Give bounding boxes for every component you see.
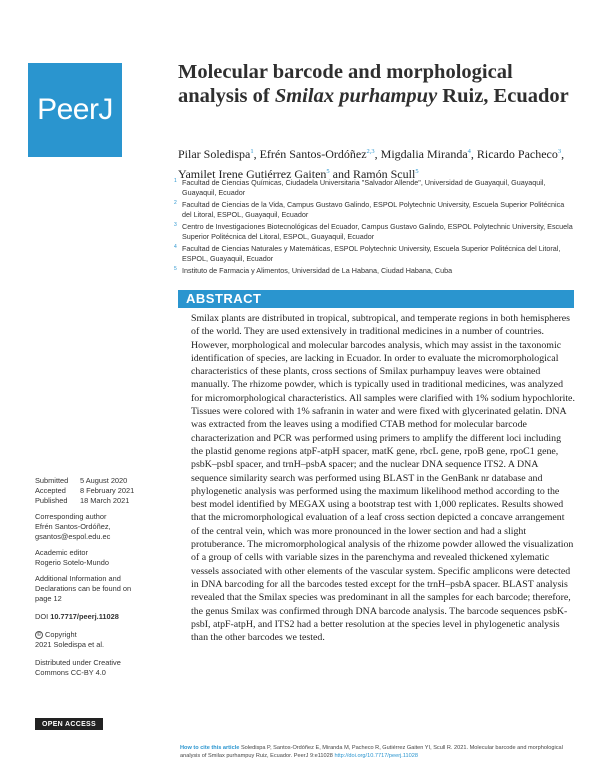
abstract-heading: ABSTRACT [186, 291, 262, 306]
affiliation-item [174, 200, 574, 220]
license-text[interactable]: Distributed under Creative Commons CC-BY 4.0 [35, 658, 121, 677]
copyright-title: Copyright [45, 630, 77, 639]
article-title [178, 60, 578, 108]
additional-info-text[interactable]: Additional Information and Declarations can be found on page 12 [35, 574, 132, 603]
author-name: Pilar Soledispa [178, 147, 251, 161]
author-list: Pilar Soledispa$^1$, Efrén Santos-Ordóñez$^{2,3}$, Migdalia Miranda$^4$, Ricardo Pacheco$^3$, Yamilet Irene Gutiérrez Gaiten$^5$ and Ramón Scull$^5$ [178, 147, 565, 181]
author-affiliation-mark: 2,3 [366, 148, 375, 155]
corresponding-author-block [35, 512, 111, 542]
academic-editor-block [35, 548, 109, 568]
copyright-block [35, 630, 104, 650]
title-part-1: Molecular barcode and morphological analysis of [178, 61, 513, 107]
abstract-heading-bar [178, 290, 574, 308]
abstract-body: Smilax plants are distributed in tropical, subtropical, and temperate regions in both hemispheres of the world. They are used extensively in traditional medicines in a number of countries. However, morphological and molecular barcodes analysis, which may assist in the taxonomic identification of species, are lacking in Ecuador. In order to evaluate the micromorphological characteristics of these plants, cross sections of Smilax purhampuy leaves were obtained manually. The rhizome powder, which is typically used in traditional medicines, was analyzed for micromorphological characteristics. All samples were clarified with 1% sodium hypochlorite. Tissues were colored with 1% safranin in water and were fixed with glycerinated gelatin. DNA was extracted from the leaves using a modified CTAB method for molecular barcode characterization and PCR was performed using primers to amplify the different loci including the plastid genome regions atpF-atpH spacer, matK gene, rbcL gene, rpoB gene, rpoC1 gene, psbK–psbI spacer, and trnH–psbA spacer; and the nuclear DNA sequence ITS2. A DNA sequence similarity search was performed using BLAST in the GenBank nr database and phylogenetic analysis was performed using the maximum likelihood method according to the best model identified by MEGAX using a bootstrap test with 1,000 replicates. Results showed that the micromorphological evaluation of a leaf cross section depicted a concave arrangement of the central vein, which was more pronounced in the lower section and had a slight protuberance. The micromorphological analysis of the rhizome powder allowed the visualization of a group of cells with variable sizes in the parenchyma and revealed thickened xylematic vessels associated with other elements of the vascular system. Specific amplicons were detected in DNA barcoding for all the barcodes tested except for the trnH–psbA spacer. BLAST analysis revealed that the Smilax species was predominant in all the samples for each barcode; therefore, the genus Smilax was confirmed through DNA barcode analysis. The barcode sequences psbK-psbI, atpF-atpH, and ITS2 had a better resolution at the species level in phylogenetic analysis than the other barcodes we tested. [191, 313, 575, 644]
author-name: Migdalia Miranda [380, 147, 468, 161]
author-affiliation-mark: 3 [557, 148, 562, 155]
affiliation-number: 3 [174, 222, 177, 228]
corresponding-author-name: Efrén Santos-Ordóñez, [35, 522, 111, 531]
affiliation-text: Facultad de Ciencias Naturales y Matemáticas, ESPOL Polytechnic University, Escuela Superior Politécnica del Litoral, ESPOL, Guayaquil, Ecuador [182, 244, 561, 263]
accepted-row [35, 486, 134, 496]
additional-info-block [35, 574, 145, 604]
accepted-date: 8 February 2021 [80, 486, 135, 495]
academic-editor-name: Rogerio Sotelo-Mundo [35, 558, 109, 567]
affiliation-text: Centro de Investigaciones Biotecnológicas del Ecuador, Campus Gustavo Galindo, ESPOL Polytechnic University, Escuela Superior Politécnica del Litoral, ESPOL, Guayaquil, Ecuador [182, 222, 573, 241]
accepted-label: Accepted [35, 486, 66, 495]
affiliation-item [174, 266, 574, 276]
citation-text: Soledispa P, Santos-Ordóñez E, Miranda M, Pacheco R, Gutiérrez Gaiten YI, Scull R. 2021. Molecular barcode and morphological analysis of Smilax purhampuy Ruiz, Ecuador. PeerJ 9:e11028 [180, 745, 563, 759]
doi-value[interactable]: 10.7717/peerj.11028 [50, 612, 119, 621]
peerj-logo [28, 63, 122, 157]
affiliation-text: Facultad de Ciencias de la Vida, Campus Gustavo Galindo, ESPOL Polytechnic University, Escuela Superior Politécnica del Litoral, ESPOL, Guayaquil, Ecuador [182, 200, 565, 219]
published-row [35, 496, 134, 506]
doi-label: DOI [35, 612, 49, 621]
affiliation-item [174, 178, 574, 198]
citation-footer [180, 744, 575, 760]
license-block [35, 658, 145, 678]
affiliation-item [174, 222, 574, 242]
affiliation-item [174, 244, 574, 264]
affiliation-text: Facultad de Ciencias Químicas, Ciudadela Universitaria "Salvador Allende", Universidad de Guayaquil, Guayaquil, Guayaquil, Ecuador [182, 178, 546, 197]
copyright-icon: © [36, 632, 42, 639]
academic-editor-title: Academic editor [35, 548, 88, 557]
citation-label: How to cite this article [180, 745, 240, 751]
submitted-label: Submitted [35, 476, 69, 485]
corresponding-author-email[interactable]: gsantos@espol.edu.ec [35, 532, 111, 541]
author-affiliation-mark: 5 [415, 168, 419, 175]
copyright-title-row [35, 630, 104, 640]
logo-text: PeerJ [37, 93, 113, 126]
author-name: Ramón Scull [352, 167, 416, 181]
corresponding-author-title: Corresponding author [35, 512, 107, 521]
authors-and: and [332, 167, 350, 181]
citation-doi-link[interactable]: http://doi.org/10.7717/peerj.11028 [334, 753, 418, 759]
title-species: Smilax purhampuy [274, 85, 438, 107]
author-name: Ricardo Pacheco [476, 147, 558, 161]
title-part-2: Ruiz, Ecuador [437, 85, 569, 107]
published-date: 18 March 2021 [80, 496, 130, 505]
affiliation-number: 2 [174, 200, 177, 206]
author-name: Efrén Santos-Ordóñez [259, 147, 367, 161]
author-affiliation-mark: 1 [250, 148, 254, 155]
affiliation-list [174, 178, 574, 278]
affiliation-number: 1 [174, 178, 177, 184]
submission-dates [35, 476, 134, 506]
copyright-text: 2021 Soledispa et al. [35, 640, 105, 649]
open-access-badge [35, 718, 103, 730]
author-affiliation-mark: 5 [326, 168, 330, 175]
affiliation-text: Instituto de Farmacia y Alimentos, Universidad de La Habana, Ciudad Habana, Cuba [182, 266, 453, 275]
author-name: Yamilet Irene Gutiérrez Gaiten [178, 167, 327, 181]
author-affiliation-mark: 4 [467, 148, 471, 155]
affiliation-number: 5 [174, 266, 177, 272]
submitted-date: 5 August 2020 [80, 476, 128, 485]
open-access-text: OPEN ACCESS [42, 720, 96, 728]
affiliation-number: 4 [174, 244, 177, 250]
published-label: Published [35, 496, 68, 505]
doi-block [35, 612, 119, 622]
submitted-row [35, 476, 134, 486]
